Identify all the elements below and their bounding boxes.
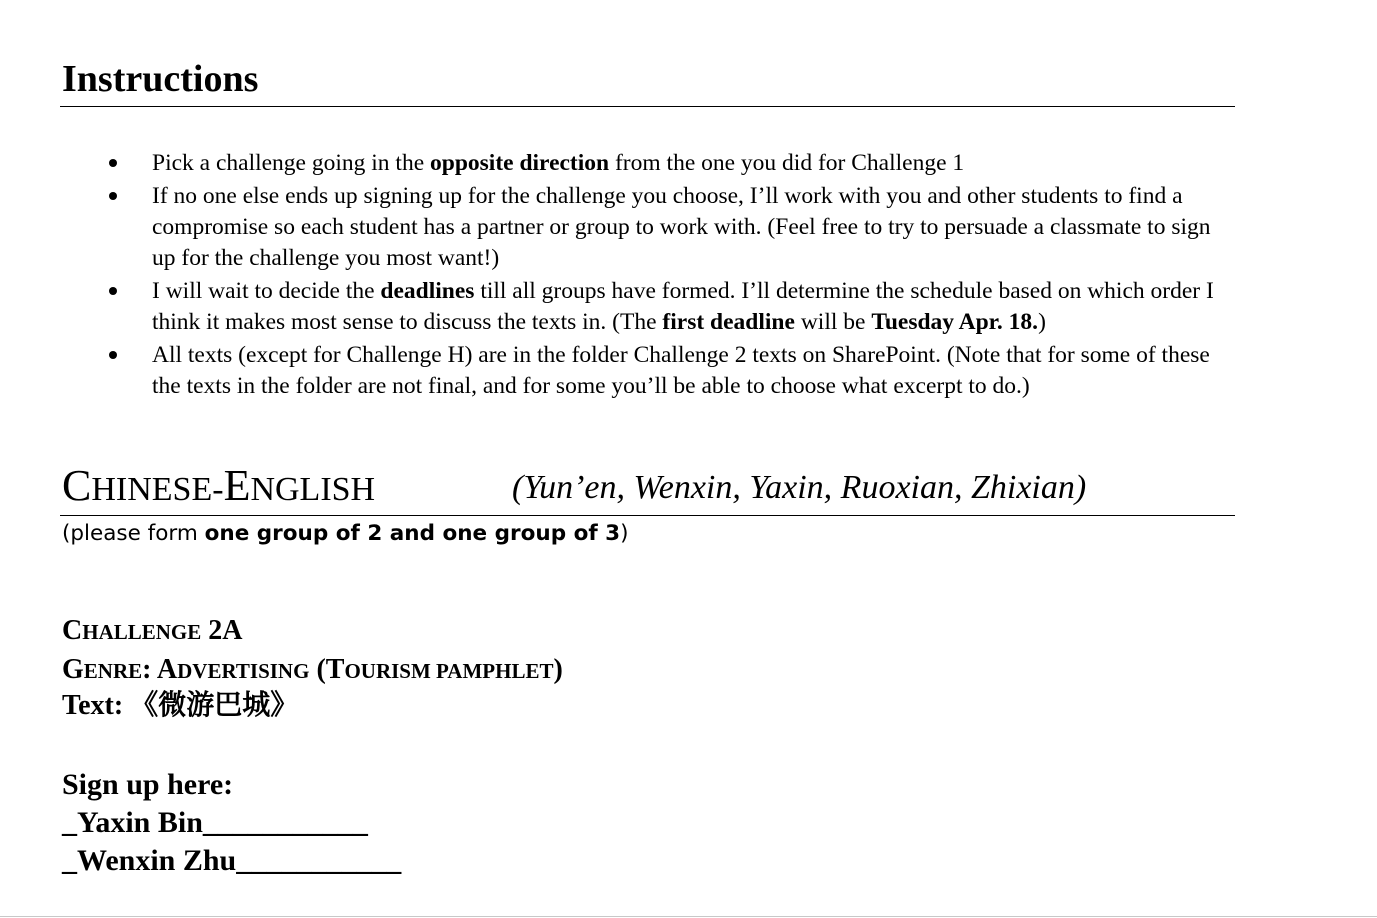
group-note: (please form one group of 2 and one group of 3) [62, 521, 629, 546]
section-members: (Yun’en, Wenxin, Yaxin, Ruoxian, Zhixian) [512, 469, 1087, 506]
challenge-genre: GENRE: ADVERTISING (TOURISM PAMPHLET) [62, 654, 563, 685]
bullet-icon [109, 159, 117, 167]
signup-label: Sign up here: [62, 768, 234, 801]
bullet-icon [109, 192, 117, 200]
list-item: Pick a challenge going in the opposite direction from the one you did for Challenge 1 [0, 148, 1377, 179]
bullet-icon [109, 351, 117, 359]
list-item: If no one else ends up signing up for the challenge you choose, I’ll work with you and other students to find a compromise so each student has a partner or group to work with. (Feel free to try to persuade a classmate to sign up for the challenge you most want!) [0, 181, 1377, 274]
instructions-heading: Instructions [62, 58, 259, 100]
signup-section [62, 766, 401, 880]
signup-entry[interactable]: _Yaxin Bin___________ [62, 806, 368, 839]
section-title: CHINESE-ENGLISH [62, 461, 376, 510]
bullet-icon [109, 287, 117, 295]
list-item: All texts (except for Challenge H) are in the folder Challenge 2 texts on SharePoint. (Note that for some of these the texts in the folder are not final, and for some you’ll be able to choose what excerpt to do.) [0, 340, 1377, 402]
challenge-text: Text: 《微游巴城》 [62, 688, 299, 721]
challenge-heading [62, 612, 563, 690]
signup-entry[interactable]: _Wenxin Zhu___________ [62, 844, 402, 877]
section-divider [60, 515, 1235, 516]
page-edge [0, 916, 1377, 917]
challenge-title: CHALLENGE 2A [62, 615, 243, 646]
heading-divider [60, 106, 1235, 107]
list-item: I will wait to decide the deadlines till all groups have formed. I’ll determine the schedule based on which order I think it makes most sense to discuss the texts in. (The first deadline will be Tuesday Apr. 18.) [0, 276, 1377, 338]
instructions-list [0, 148, 1377, 404]
